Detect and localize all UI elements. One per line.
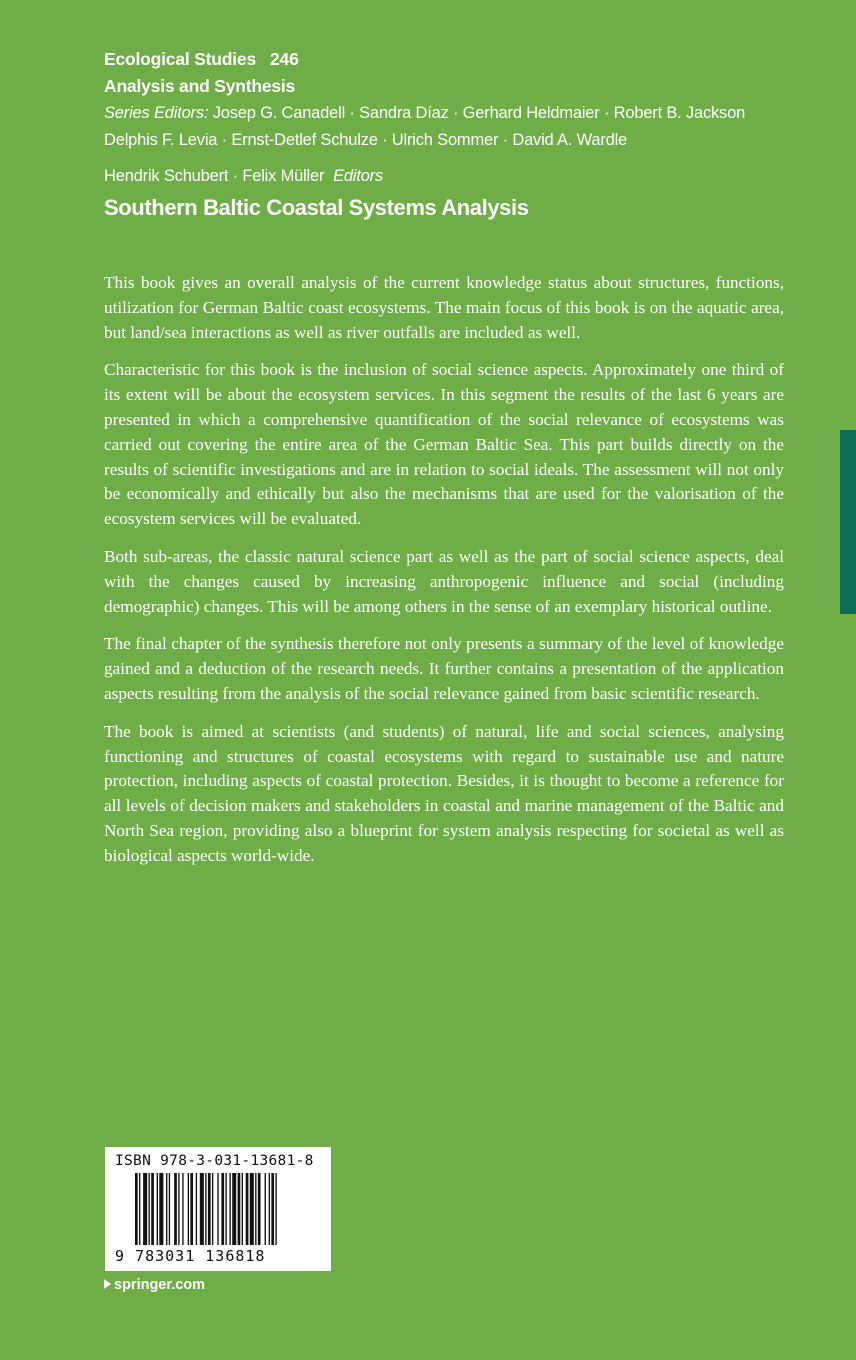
isbn-label: ISBN 978-3-031-13681-8: [115, 1153, 314, 1169]
publisher-link[interactable]: [104, 1277, 205, 1293]
description-paragraph-5: The book is aimed at scientists (and students) of natural, life and social sciences, analysing functioning and structures of coastal ecosystems with regard to sustainable use and nature protection, including aspects of coastal protection. Besides, it is thought to become a reference for all levels of decision makers and stakeholders in coastal and marine management of the Baltic and North Sea region, providing also a blueprint for system analysis respecting for societal as well as biological aspects world-wide.: [104, 721, 784, 865]
description-paragraph-1: This book gives an overall analysis of the current knowledge status about structures, functions, utilization for German Baltic coast ecosystems. The main focus of this book is on the aquatic area, but land/sea interactions as well as river outfalls are included as well.: [104, 273, 784, 342]
series-editors-line-1: [104, 100, 804, 127]
series-name: Ecological Studies: [104, 49, 256, 69]
description: [104, 271, 784, 882]
series-editors-names-2: Delphis F. Levia · Ernst-Detlef Schulze · Ulrich Sommer · David A. Wardle: [104, 131, 628, 149]
book-title: Southern Baltic Coastal Systems Analysis: [104, 195, 529, 220]
isbn-digits: 9 783031 136818: [115, 1247, 266, 1265]
arrow-right-icon: [104, 1279, 111, 1289]
series-editors-label: Series Editors:: [104, 104, 209, 122]
series-editors-names-1: Josep G. Canadell · Sandra Díaz · Gerhard Heldmaier · Robert B. Jackson: [212, 104, 746, 122]
series-volume: 246: [270, 49, 299, 69]
isbn-barcode-box: [105, 1147, 331, 1271]
series-name-line: [104, 46, 804, 73]
book-editors-names: Hendrik Schubert · Felix Müller: [104, 167, 325, 185]
barcode-icon: [135, 1173, 321, 1245]
side-tab: [840, 430, 856, 614]
series-subtitle: Analysis and Synthesis: [104, 76, 296, 96]
description-paragraph-2: Characteristic for this book is the inclusion of social science aspects. Approximately one third of its extent will be about the ecosystem services. In this segment the results of the last 6 years are presented in which a comprehensive quantification of the social relevance of ecosystems was carried out covering the entire area of the German Baltic Sea. This part builds directly on the results of scientific investigations and are in relation to social ideals. The assessment will not only be economically and ethically but also the mechanisms that are used for the valorisation of the ecosystem services will be evaluated.: [104, 360, 784, 529]
book-editors-label: Editors: [333, 167, 384, 185]
book-editors: [104, 167, 383, 186]
publisher-website: springer.com: [114, 1277, 206, 1293]
description-paragraph-4: The final chapter of the synthesis therefore not only presents a summary of the level of knowledge gained and a deduction of the research needs. It further contains a presentation of the application aspects resulting from the analysis of the social relevance gained from basic scientific research.: [104, 634, 784, 703]
series-info: [104, 46, 804, 154]
description-paragraph-3: Both sub-areas, the classic natural science part as well as the part of social science aspects, deal with the changes caused by increasing anthropogenic influence and social (including demographic) changes. This will be among others in the sense of an exemplary historical outline.: [104, 546, 784, 616]
